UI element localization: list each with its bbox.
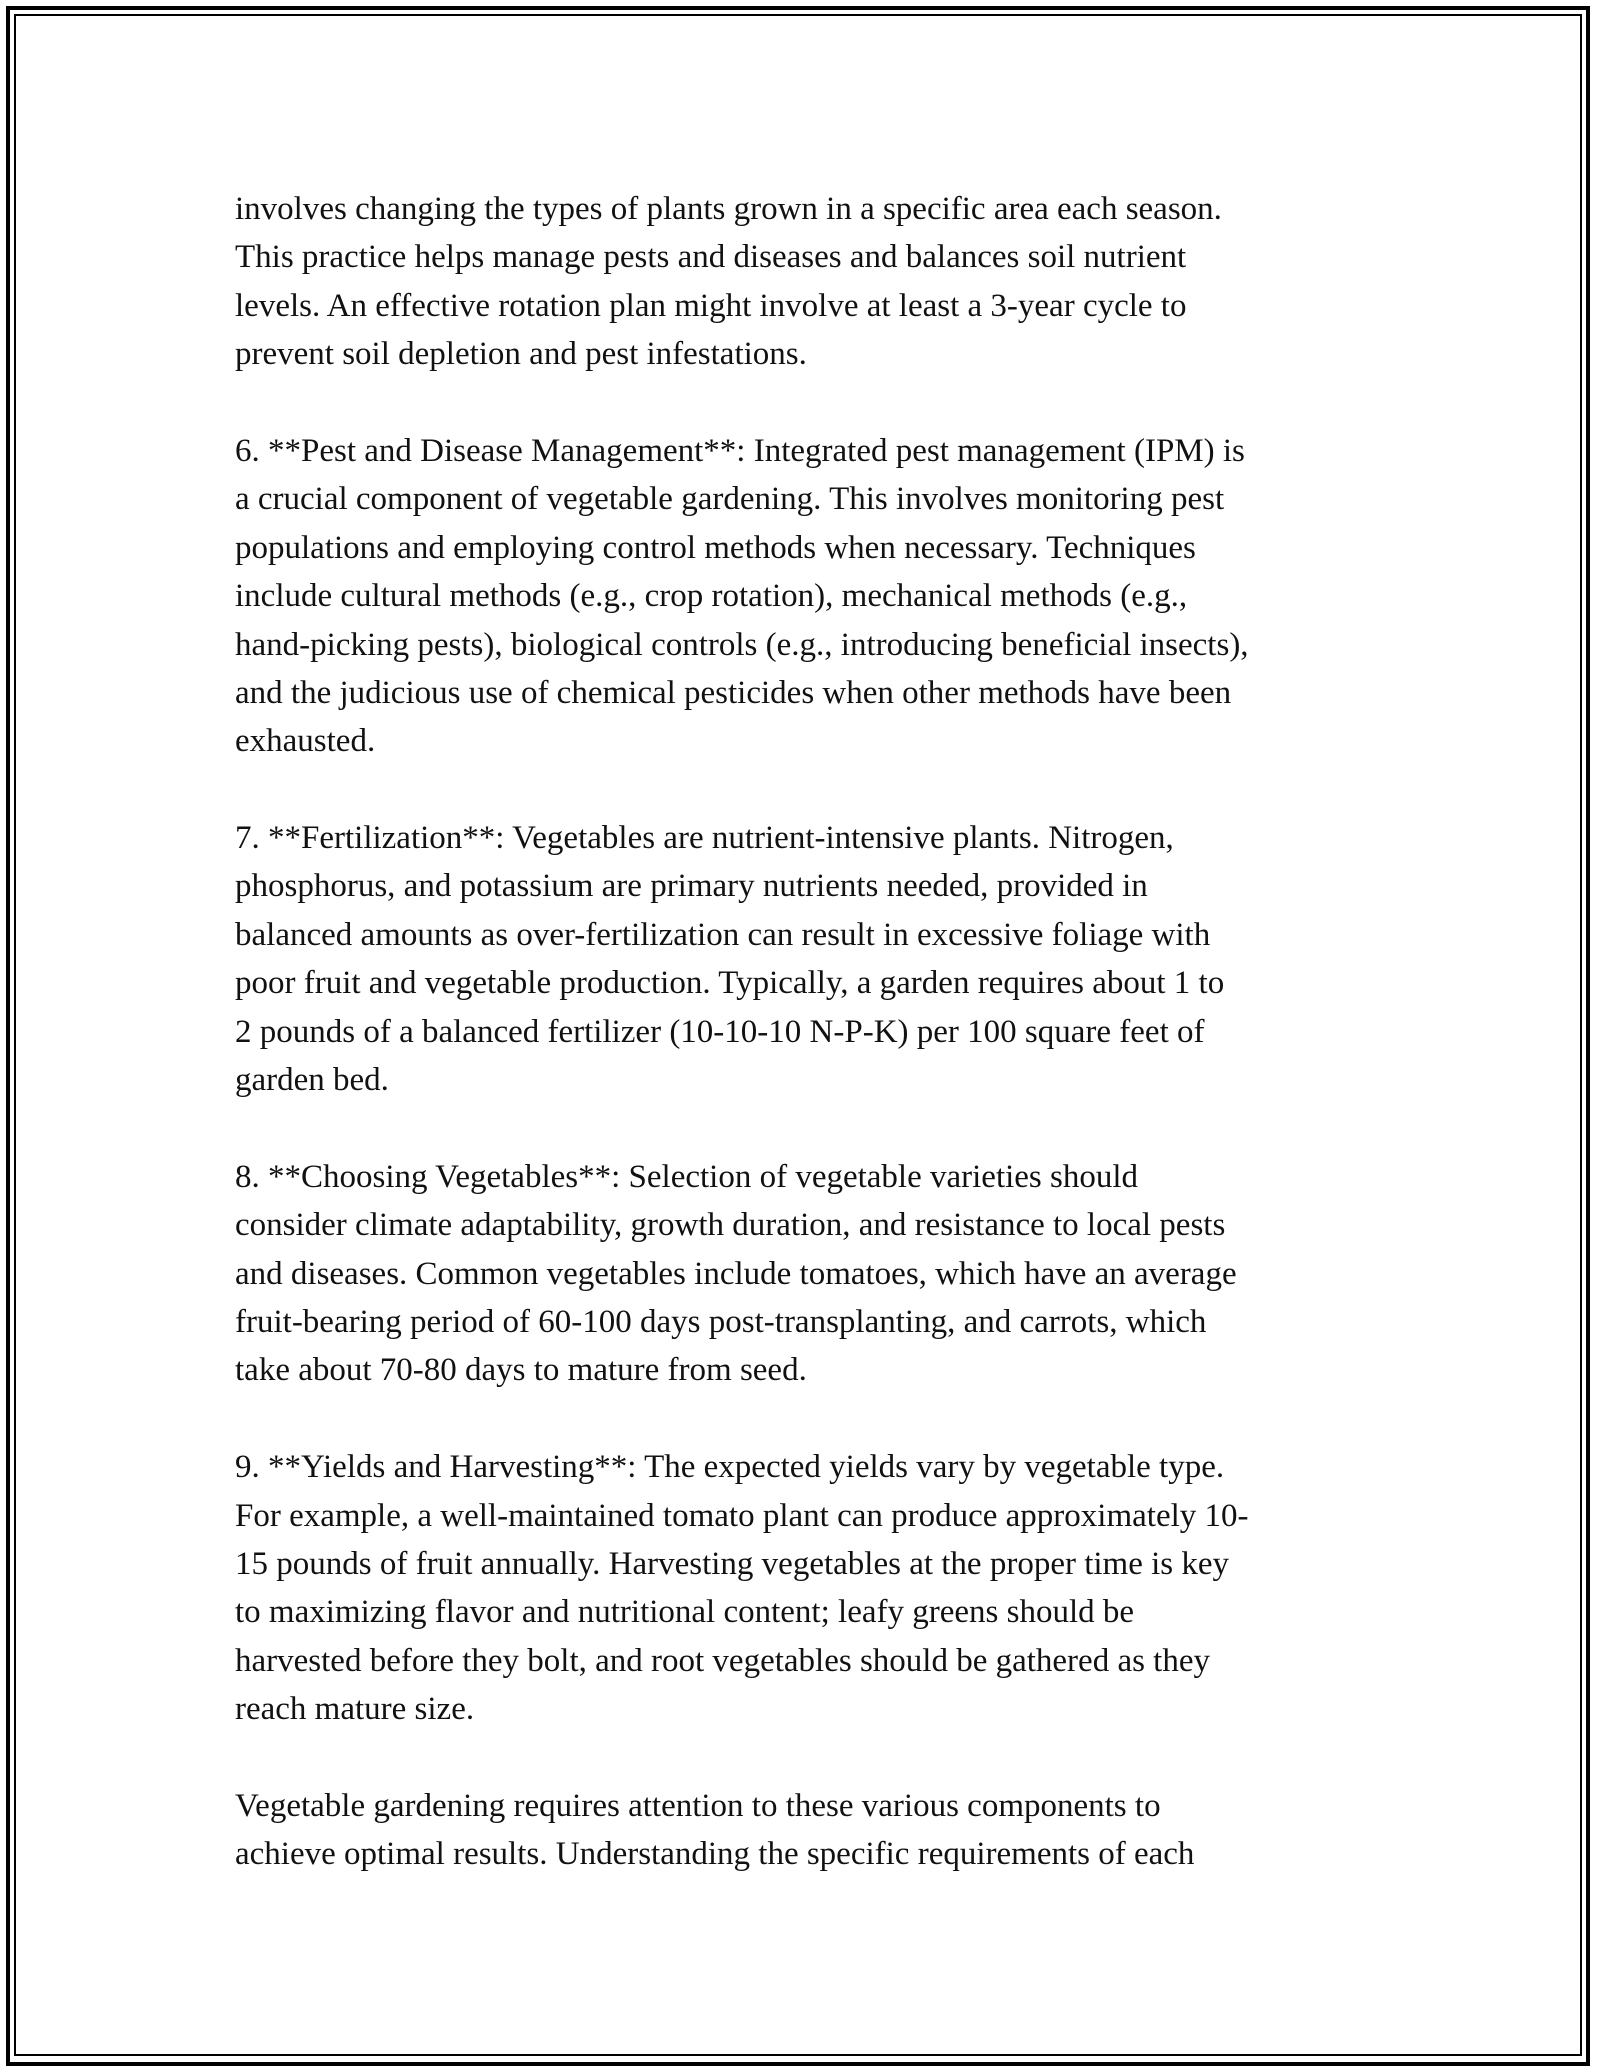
- text-line: 9. **Yields and Harvesting**: The expected yields vary by vegetable type.: [235, 1449, 1225, 1486]
- text-line: include cultural methods (e.g., crop rotation), mechanical methods (e.g.,: [235, 578, 1188, 615]
- text-line: reach mature size.: [235, 1691, 475, 1728]
- text-line: poor fruit and vegetable production. Typically, a garden requires about 1 to: [235, 965, 1225, 1002]
- text-line: 15 pounds of fruit annually. Harvesting vegetables at the proper time is key: [235, 1545, 1230, 1582]
- text-line: consider climate adaptability, growth duration, and resistance to local pests: [235, 1207, 1226, 1244]
- paragraph-pest-disease-management: [235, 427, 1385, 766]
- paragraph-choosing-vegetables: [235, 1153, 1385, 1395]
- text-line: to maximizing flavor and nutritional content; leafy greens should be: [235, 1594, 1135, 1631]
- text-line: This practice helps manage pests and diseases and balances soil nutrient: [235, 239, 1187, 276]
- text-line: achieve optimal results. Understanding the specific requirements of each: [235, 1836, 1195, 1873]
- text-line: a crucial component of vegetable gardening. This involves monitoring pest: [235, 481, 1225, 518]
- text-line: 7. **Fertilization**: Vegetables are nutrient-intensive plants. Nitrogen,: [235, 820, 1174, 857]
- text-line: prevent soil depletion and pest infestations.: [235, 336, 807, 373]
- text-line: hand-picking pests), biological controls (e.g., introducing beneficial insects),: [235, 626, 1249, 663]
- text-line: take about 70-80 days to mature from seed.: [235, 1352, 807, 1389]
- paragraph-yields-harvesting: [235, 1443, 1385, 1733]
- text-line: exhausted.: [235, 723, 376, 760]
- text-line: phosphorus, and potassium are primary nutrients needed, provided in: [235, 868, 1148, 905]
- text-line: and diseases. Common vegetables include tomatoes, which have an average: [235, 1255, 1237, 1292]
- text-line: populations and employing control methods when necessary. Techniques: [235, 529, 1196, 566]
- paragraph-fertilization: [235, 814, 1385, 1104]
- text-line: involves changing the types of plants grown in a specific area each season.: [235, 191, 1222, 227]
- text-line: and the judicious use of chemical pesticides when other methods have been: [235, 674, 1232, 711]
- text-line: 8. **Choosing Vegetables**: Selection of vegetable varieties should: [235, 1158, 1139, 1195]
- text-line: 2 pounds of a balanced fertilizer (10-10-10 N-P-K) per 100 square feet of: [235, 1013, 1205, 1050]
- text-line: levels. An effective rotation plan might involve at least a 3-year cycle to: [235, 287, 1187, 324]
- paragraph-conclusion: [235, 1782, 1385, 1879]
- text-line: 6. **Pest and Disease Management**: Integrated pest management (IPM) is: [235, 432, 1245, 469]
- paragraph-crop-rotation-continued: [235, 185, 1385, 379]
- document-body: [235, 185, 1385, 1879]
- text-line: garden bed.: [235, 1062, 389, 1099]
- text-line: fruit-bearing period of 60-100 days post-transplanting, and carrots, which: [235, 1303, 1207, 1340]
- text-line: harvested before they bolt, and root vegetables should be gathered as they: [235, 1642, 1210, 1679]
- text-line: balanced amounts as over-fertilization can result in excessive foliage with: [235, 916, 1211, 953]
- text-line: Vegetable gardening requires attention to these various components to: [235, 1787, 1161, 1824]
- text-line: For example, a well-maintained tomato plant can produce approximately 10-: [235, 1497, 1249, 1534]
